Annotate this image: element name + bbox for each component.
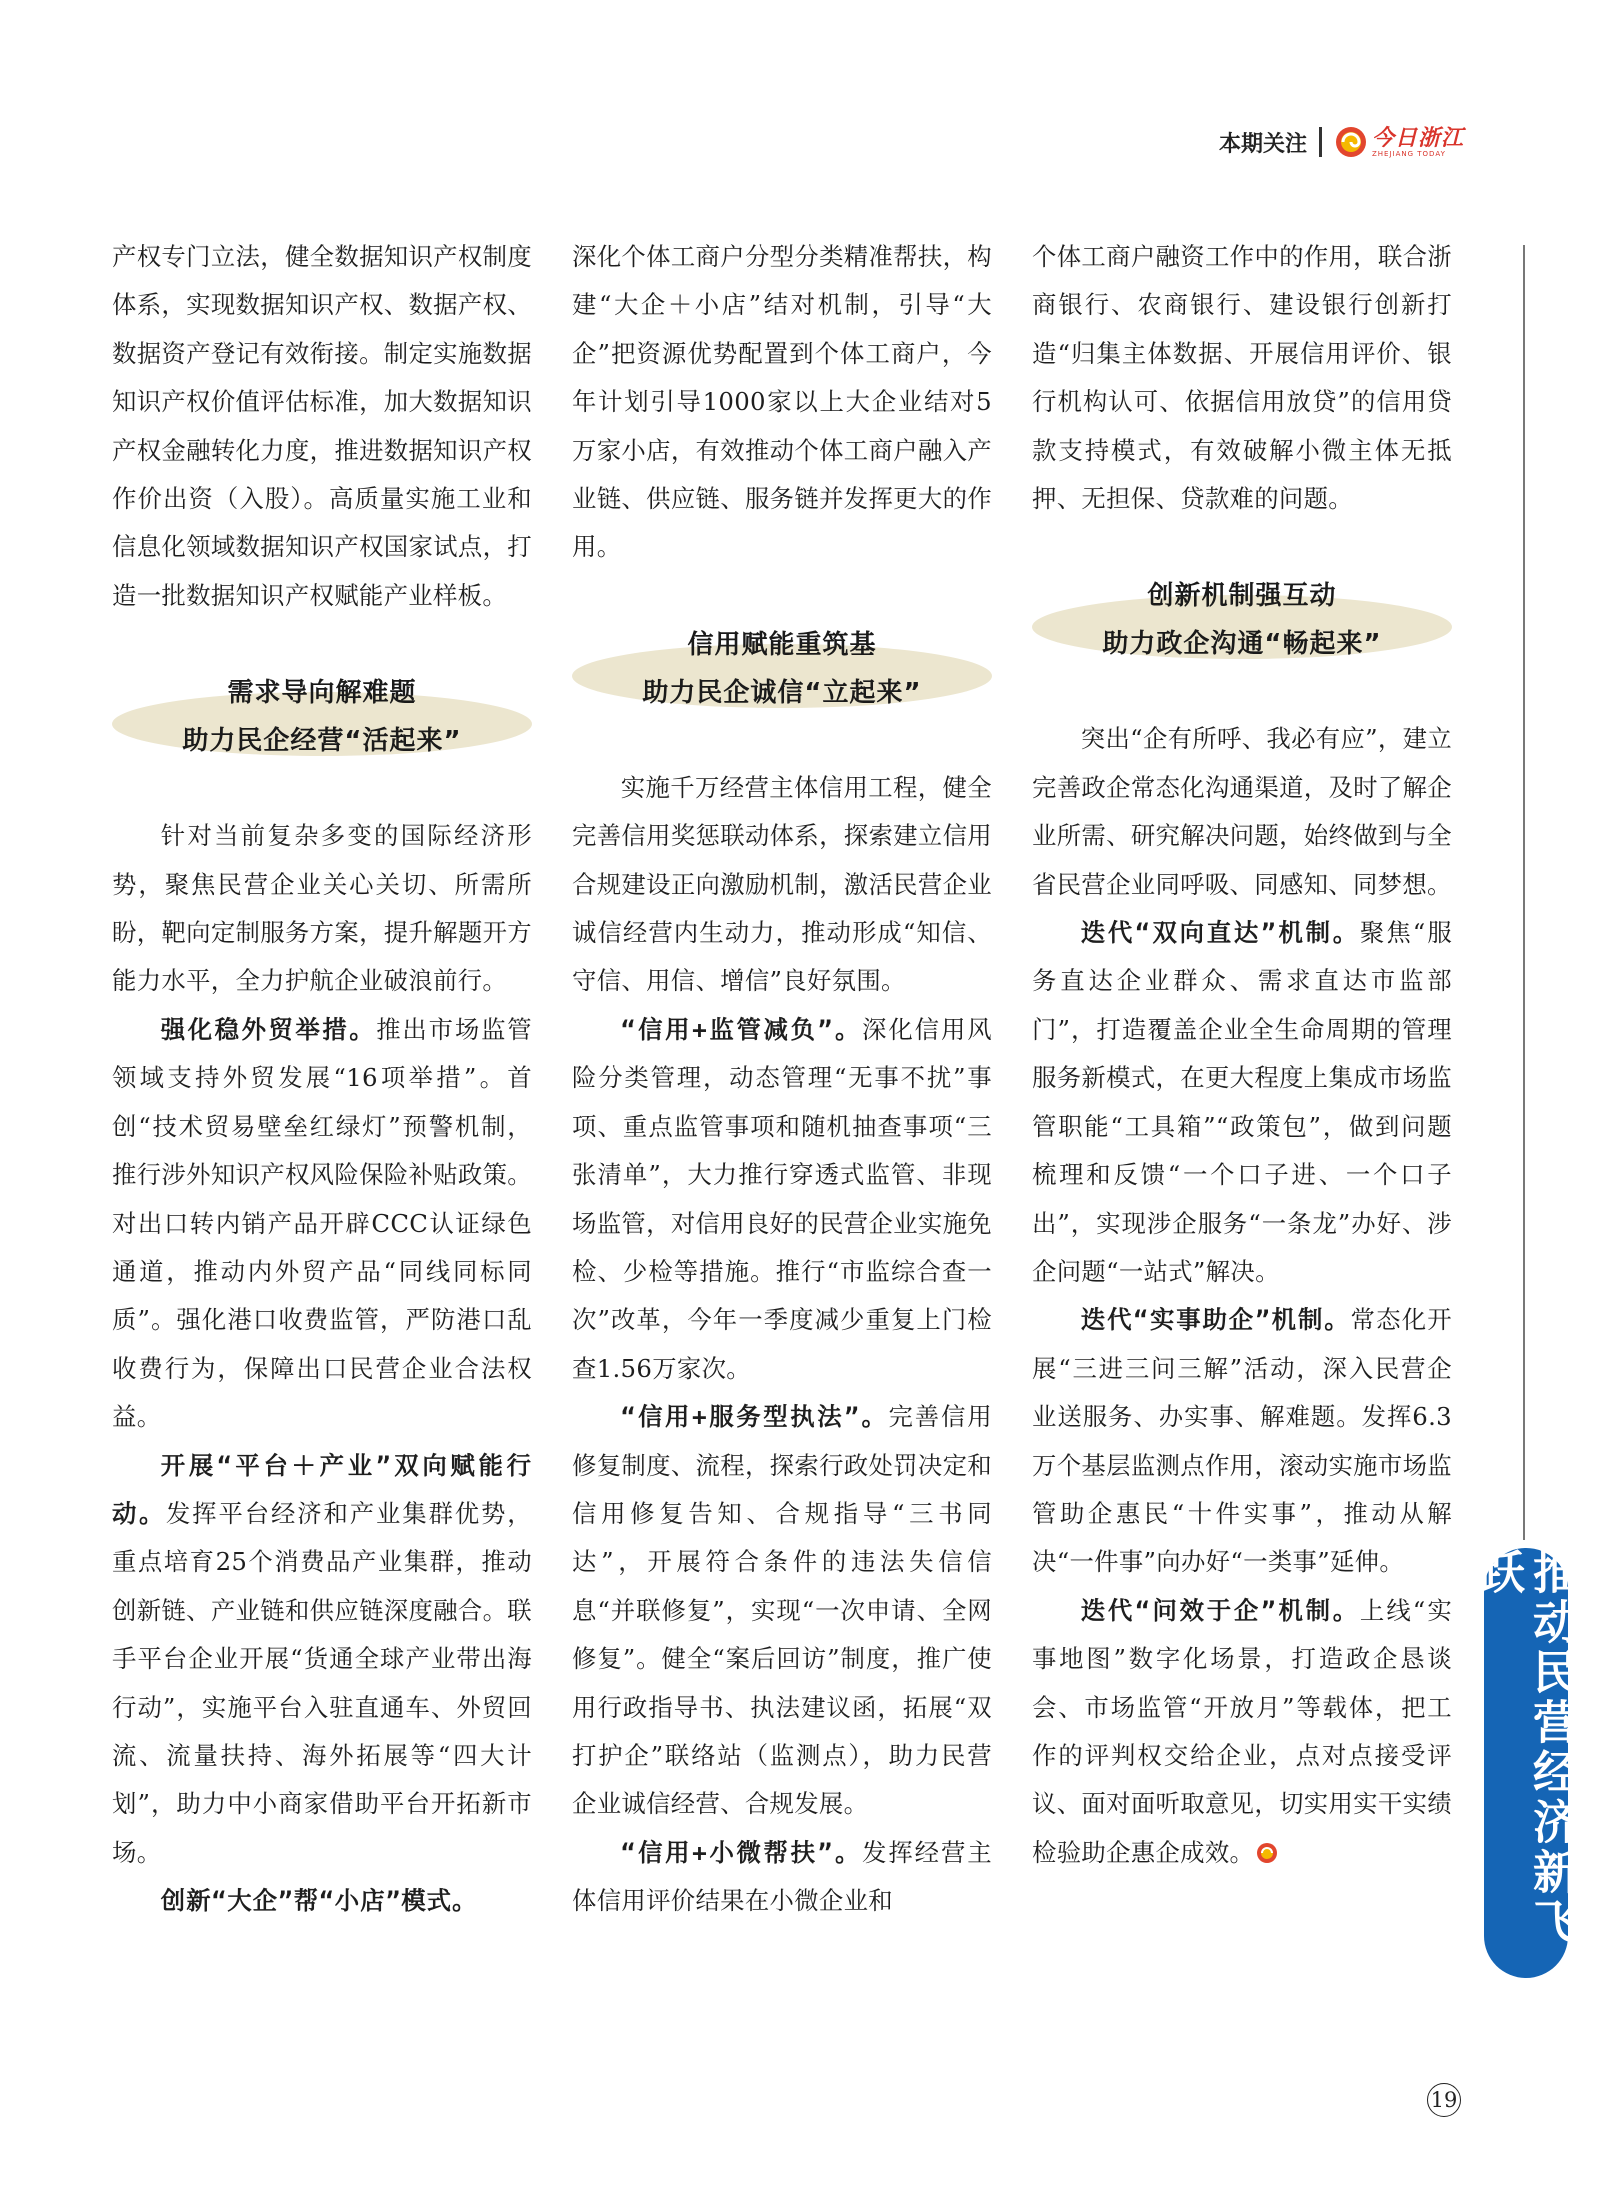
paragraph: 突出“企有所呼、我必有应”，建立完善政企常态化沟通渠道，及时了解企业所需、研究解决问题，始终做到与全省民营企业同呼吸、同感知、同梦想。 (1032, 724, 1453, 899)
section-heading (1032, 561, 1452, 679)
heading-line-1: 信用赋能重筑基 (687, 629, 877, 660)
heading-line-1: 需求导向解难题 (227, 678, 417, 709)
paragraph: 产权专门立法，健全数据知识产权制度体系，实现数据知识产权、数据产权、数据资产登记有效衔接。制定实施数据知识产权价值评估标准，加大数据知识产权金融转化力度，推进数据知识产权作价出资（入股）。高质量实施工业和信息化领域数据知识产权国家试点，打造一批数据知识产权赋能产业样板。 (112, 242, 532, 610)
paragraph-body: 完善信用修复制度、流程，探索行政处罚决定和信用修复告知、合规指导“三书同达”，开展符合条件的违法失信信息“并联修复”，实现“一次申请、全网修复”。健全“案后回访”制度，推广使用行政指导书、执法建议函，拓展“双打护企”联络站（监测点），助力民营企业诚信经营、合规发展。 (572, 1402, 992, 1819)
page-number: 19 (1427, 2083, 1461, 2117)
paragraph-body: 推出市场监管领域支持外贸发展“16项举措”。首创“技术贸易壁垒红绿灯”预警机制，推行涉外知识产权风险保险补贴政策。对出口转内销产品开辟CCC认证绿色通道，推动内外贸产品“同线同标同质”。强化港口收费监管，严防港口乱收费行为，保障出口民营企业合法权益。 (112, 1014, 532, 1432)
paragraph-kicker: “信用+服务型执法”。 (620, 1402, 889, 1432)
article-end-icon (1256, 1842, 1278, 1864)
heading-line-1: 创新机制强互动 (1147, 581, 1337, 612)
paragraph: 实施千万经营主体信用工程，健全完善信用奖惩联动体系，探索建立信用合规建设正向激励机制，激活民营企业诚信经营内生动力，推动形成“知信、守信、用信、增信”良好氛围。 (572, 772, 992, 996)
side-section-tab (1472, 1548, 1580, 1978)
paragraph (112, 1877, 532, 1925)
paragraph-kicker: 迭代“问效于企”机制。 (1080, 1595, 1360, 1625)
logo-text-cn: 今日浙江 (1371, 124, 1464, 151)
paragraph-kicker: “信用+小微帮扶”。 (620, 1837, 862, 1867)
side-tab-label: 推动民营经济新飞跃 (1472, 1548, 1580, 1948)
paragraph (572, 1393, 992, 1829)
column-1 (112, 233, 532, 1926)
paragraph-kicker: “信用+监管减负”。 (620, 1014, 862, 1044)
paragraph-kicker: 强化稳外贸举措。 (160, 1014, 377, 1044)
paragraph-body: 上线“实事地图”数字化场景，打造政企恳谈会、市场监管“开放月”等载体，把工作的评判权交给企业，点对点接受评议、面对面听取意见，切实用实干实绩检验助企惠企成效。 (1032, 1595, 1453, 1867)
heading-line-2: 助力民企经营“活起来” (182, 726, 462, 757)
heading-line-2: 助力政企沟通“畅起来” (1102, 629, 1382, 660)
paragraph (112, 1006, 532, 1442)
paragraph-kicker: 开展“平台＋产业”双向赋能行动。 (112, 1450, 532, 1528)
logo-text-en: ZHEJIANG TODAY (1371, 149, 1446, 158)
paragraph-kicker: 创新“大企”帮“小店”模式。 (160, 1886, 478, 1916)
magazine-logo (1334, 125, 1464, 159)
column-2 (572, 233, 992, 1926)
paragraph-body: 聚焦“服务直达企业群众、需求直达市监部门”，打造覆盖企业全生命周期的管理服务新模式，在更大程度上集成市场监管职能“工具箱”“政策包”，做到问题梳理和反馈“一个口子进、一个口子出”，实现涉企服务“一条龙”办好、涉企问题“一站式”解决。 (1032, 918, 1453, 1286)
paragraph-kicker: 迭代“双向直达”机制。 (1080, 918, 1360, 948)
paragraph-kicker: 迭代“实事助企”机制。 (1080, 1305, 1351, 1335)
section-heading (112, 658, 532, 776)
paragraph-body: 常态化开展“三进三问三解”活动，深入民营企业送服务、办实事、解难题。发挥6.3万个基层监测点作用，滚动实施市场监管助企惠民“十件实事”，推动从解决“一件事”向办好“一类事”延伸。 (1032, 1305, 1452, 1577)
column-3 (1032, 233, 1452, 1877)
paragraph: 针对当前复杂多变的国际经济形势，聚焦民营企业关心关切、所需所盼，靶向定制服务方案，提升解题开方能力水平，全力护航企业破浪前行。 (112, 821, 532, 996)
paragraph (1032, 909, 1452, 1296)
vertical-rule (1523, 245, 1525, 1540)
paragraph (1032, 1296, 1452, 1586)
header-divider (1319, 127, 1322, 157)
paragraph (572, 1829, 992, 1926)
section-title: 本期关注 (1218, 131, 1307, 157)
paragraph (572, 1006, 992, 1393)
paragraph (112, 1442, 532, 1878)
section-heading (572, 610, 992, 728)
paragraph: 个体工商户融资工作中的作用，联合浙商银行、农商银行、建设银行创新打造“归集主体数据、开展信用评价、银行机构认可、依据信用放贷”的信用贷款支持模式，有效破解小微主体无抵押、无担保、贷款难的问题。 (1032, 242, 1452, 514)
paragraph (1032, 1587, 1452, 1877)
heading-line-2: 助力民企诚信“立起来” (642, 677, 922, 708)
paragraph-body: 发挥经营主体信用评价结果在小微企业和 (572, 1837, 992, 1916)
page-header (1219, 117, 1464, 167)
logo-swirl-icon (1334, 125, 1368, 159)
paragraph-body: 发挥平台经济和产业集群优势，重点培育25个消费品产业集群，推动创新链、产业链和供应链深度融合。联手平台企业开展“货通全球产业带出海行动”，实施平台入驻直通车、外贸回流、流量扶持、海外拓展等“四大计划”，助力中小商家借助平台开拓新市场。 (112, 1498, 532, 1867)
paragraph: 深化个体工商户分型分类精准帮扶，构建“大企＋小店”结对机制，引导“大企”把资源优势配置到个体工商户，今年计划引导1000家以上大企业结对5万家小店，有效推动个体工商户融入产业链、供应链、服务链并发挥更大的作用。 (572, 242, 992, 562)
paragraph-body: 深化信用风险分类管理，动态管理“无事不扰”事项、重点监管事项和随机抽查事项“三张清单”，大力推行穿透式监管、非现场监管，对信用良好的民营企业实施免检、少检等措施。推行“市监综合查一次”改革，今年一季度减少重复上门检查1.56万家次。 (572, 1014, 992, 1383)
